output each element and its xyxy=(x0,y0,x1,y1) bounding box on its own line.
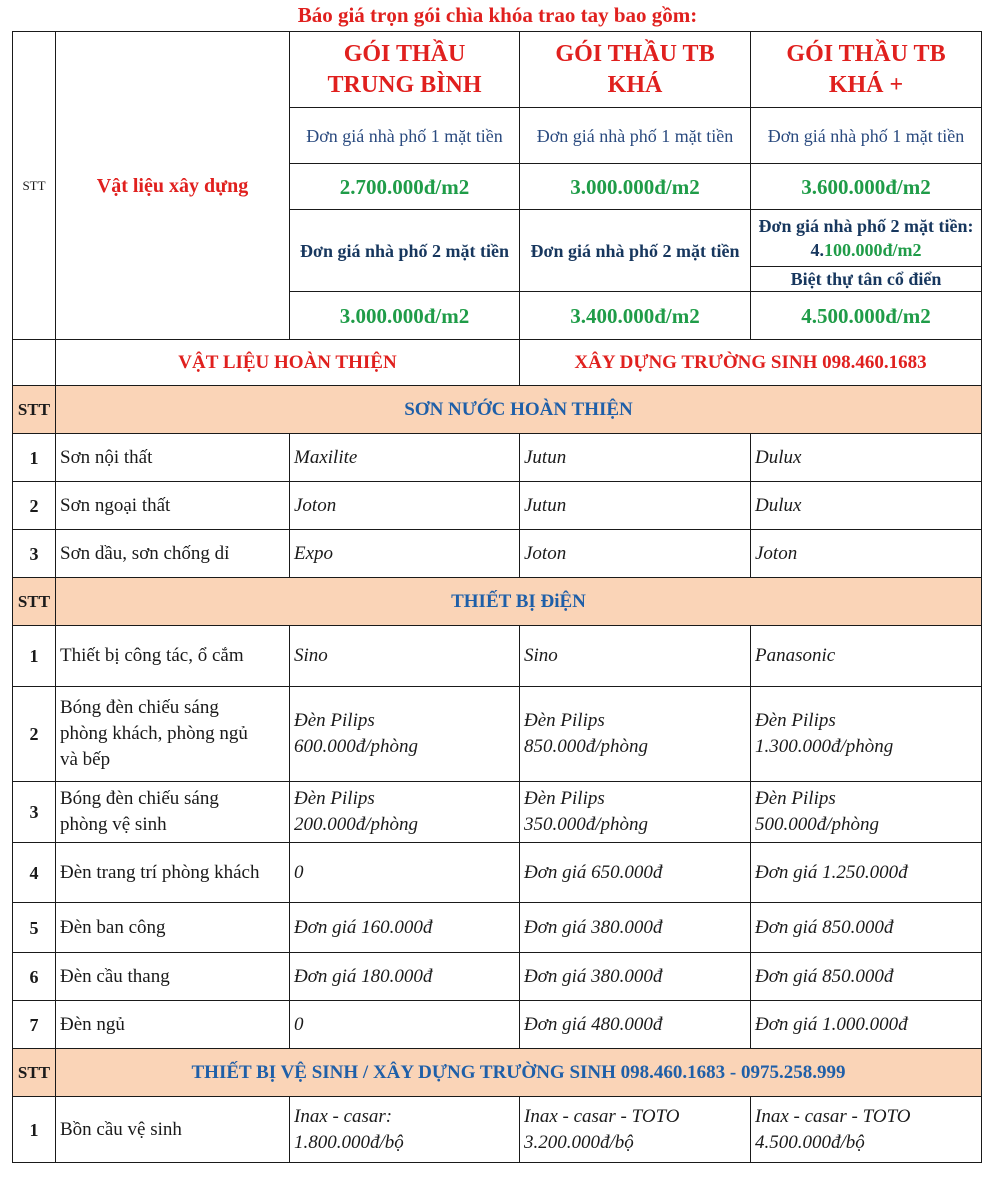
item-name: Bóng đèn chiếu sáng phòng vệ sinh xyxy=(56,782,290,843)
package-1-value: Expo xyxy=(290,530,520,578)
bottom-price-1: 3.000.000đ/m2 xyxy=(290,292,520,340)
item-name: Sơn ngoại thất xyxy=(56,482,290,530)
package-header-row xyxy=(13,32,982,108)
one-front-price-3: 3.600.000đ/m2 xyxy=(751,164,982,210)
one-front-label-3: Đơn giá nhà phố 1 mặt tiền xyxy=(751,108,982,164)
price-table xyxy=(12,31,982,1163)
row-number: 2 xyxy=(13,482,56,530)
package-1-value: Đèn Pilips 200.000đ/phòng xyxy=(290,782,520,843)
row-number: 7 xyxy=(13,1001,56,1049)
row-number: 1 xyxy=(13,434,56,482)
section-header-paint xyxy=(13,386,982,434)
item-name: Đèn ban công xyxy=(56,903,290,953)
company-label: XÂY DỰNG TRƯỜNG SINH 098.460.1683 xyxy=(520,340,982,386)
row-number: 2 xyxy=(13,687,56,782)
package-name-1: GÓI THẦU TRUNG BÌNH xyxy=(290,32,520,108)
finishing-stt-cell xyxy=(13,340,56,386)
section-title: THIẾT BỊ ĐiỆN xyxy=(56,578,982,626)
package-2-value: Đơn giá 650.000đ xyxy=(520,843,751,903)
one-front-label-1: Đơn giá nhà phố 1 mặt tiền xyxy=(290,108,520,164)
two-front-label-3: Đơn giá nhà phố 2 mặt tiền: 4.100.000đ/m2 xyxy=(751,210,982,267)
table-row xyxy=(13,626,982,687)
section-stt: STT xyxy=(13,578,56,626)
section-title: THIẾT BỊ VỆ SINH / XÂY DỰNG TRƯỜNG SINH 098.460.1683 - 0975.258.999 xyxy=(56,1049,982,1097)
material-label: Vật liệu xây dựng xyxy=(56,32,290,340)
package-2-value: Đèn Pilips 850.000đ/phòng xyxy=(520,687,751,782)
package-2-value: Inax - casar - TOTO 3.200.000đ/bộ xyxy=(520,1097,751,1163)
package-3-value: Đơn giá 850.000đ xyxy=(751,903,982,953)
package-1-value: Đơn giá 180.000đ xyxy=(290,953,520,1001)
page-title: Báo giá trọn gói chìa khóa trao tay bao gồm: xyxy=(297,3,698,27)
section-header-sanitary xyxy=(13,1049,982,1097)
table-row xyxy=(13,843,982,903)
item-name: Thiết bị công tác, ổ cắm xyxy=(56,626,290,687)
item-name: Bóng đèn chiếu sáng phòng khách, phòng ngủ và bếp xyxy=(56,687,290,782)
row-number: 4 xyxy=(13,843,56,903)
item-name: Sơn dầu, sơn chống dỉ xyxy=(56,530,290,578)
two-front-label-2: Đơn giá nhà phố 2 mặt tiền xyxy=(520,210,751,292)
table-row xyxy=(13,782,982,843)
package-2-value: Đơn giá 480.000đ xyxy=(520,1001,751,1049)
two-front-label-1: Đơn giá nhà phố 2 mặt tiền xyxy=(290,210,520,292)
table-row xyxy=(13,687,982,782)
item-name: Sơn nội thất xyxy=(56,434,290,482)
package-1-value: Inax - casar: 1.800.000đ/bộ xyxy=(290,1097,520,1163)
package-3-value: Joton xyxy=(751,530,982,578)
package-1-value: 0 xyxy=(290,1001,520,1049)
row-number: 3 xyxy=(13,782,56,843)
package-1-value: Maxilite xyxy=(290,434,520,482)
package-3-value: Đơn giá 850.000đ xyxy=(751,953,982,1001)
package-2-value: Jutun xyxy=(520,482,751,530)
item-name: Bồn cầu vệ sinh xyxy=(56,1097,290,1163)
package-3-value: Dulux xyxy=(751,434,982,482)
row-number: 1 xyxy=(13,626,56,687)
package-1-value: Joton xyxy=(290,482,520,530)
bottom-price-3: 4.500.000đ/m2 xyxy=(751,292,982,340)
item-name: Đèn trang trí phòng khách xyxy=(56,843,290,903)
finishing-row xyxy=(13,340,982,386)
table-row xyxy=(13,1001,982,1049)
row-number: 5 xyxy=(13,903,56,953)
table-row xyxy=(13,903,982,953)
package-3-value: Panasonic xyxy=(751,626,982,687)
package-3-value: Đơn giá 1.000.000đ xyxy=(751,1001,982,1049)
row-number: 1 xyxy=(13,1097,56,1163)
package-name-2: GÓI THẦU TB KHÁ xyxy=(520,32,751,108)
stt-header-cell: STT xyxy=(13,32,56,340)
package-2-value: Sino xyxy=(520,626,751,687)
package-3-value: Inax - casar - TOTO 4.500.000đ/bộ xyxy=(751,1097,982,1163)
package-3-value: Dulux xyxy=(751,482,982,530)
package-2-value: Đèn Pilips 350.000đ/phòng xyxy=(520,782,751,843)
finishing-label: VẬT LIỆU HOÀN THIỆN xyxy=(56,340,520,386)
package-1-value: Đơn giá 160.000đ xyxy=(290,903,520,953)
row-number: 6 xyxy=(13,953,56,1001)
package-2-value: Đơn giá 380.000đ xyxy=(520,953,751,1001)
package-2-value: Joton xyxy=(520,530,751,578)
one-front-price-1: 2.700.000đ/m2 xyxy=(290,164,520,210)
package-2-value: Đơn giá 380.000đ xyxy=(520,903,751,953)
table-row xyxy=(13,482,982,530)
villa-label: Biệt thự tân cổ điển xyxy=(751,267,982,292)
bottom-price-2: 3.400.000đ/m2 xyxy=(520,292,751,340)
package-name-3: GÓI THẦU TB KHÁ + xyxy=(751,32,982,108)
section-stt: STT xyxy=(13,1049,56,1097)
package-1-value: Đèn Pilips 600.000đ/phòng xyxy=(290,687,520,782)
table-row xyxy=(13,434,982,482)
one-front-label-2: Đơn giá nhà phố 1 mặt tiền xyxy=(520,108,751,164)
package-2-value: Jutun xyxy=(520,434,751,482)
table-row xyxy=(13,953,982,1001)
item-name: Đèn ngủ xyxy=(56,1001,290,1049)
package-1-value: Sino xyxy=(290,626,520,687)
section-stt: STT xyxy=(13,386,56,434)
section-header-electric xyxy=(13,578,982,626)
table-row xyxy=(13,1097,982,1163)
package-1-value: 0 xyxy=(290,843,520,903)
section-title: SƠN NƯỚC HOÀN THIỆN xyxy=(56,386,982,434)
row-number: 3 xyxy=(13,530,56,578)
table-row xyxy=(13,530,982,578)
package-3-value: Đèn Pilips 1.300.000đ/phòng xyxy=(751,687,982,782)
package-3-value: Đèn Pilips 500.000đ/phòng xyxy=(751,782,982,843)
package-3-value: Đơn giá 1.250.000đ xyxy=(751,843,982,903)
one-front-price-2: 3.000.000đ/m2 xyxy=(520,164,751,210)
item-name: Đèn cầu thang xyxy=(56,953,290,1001)
